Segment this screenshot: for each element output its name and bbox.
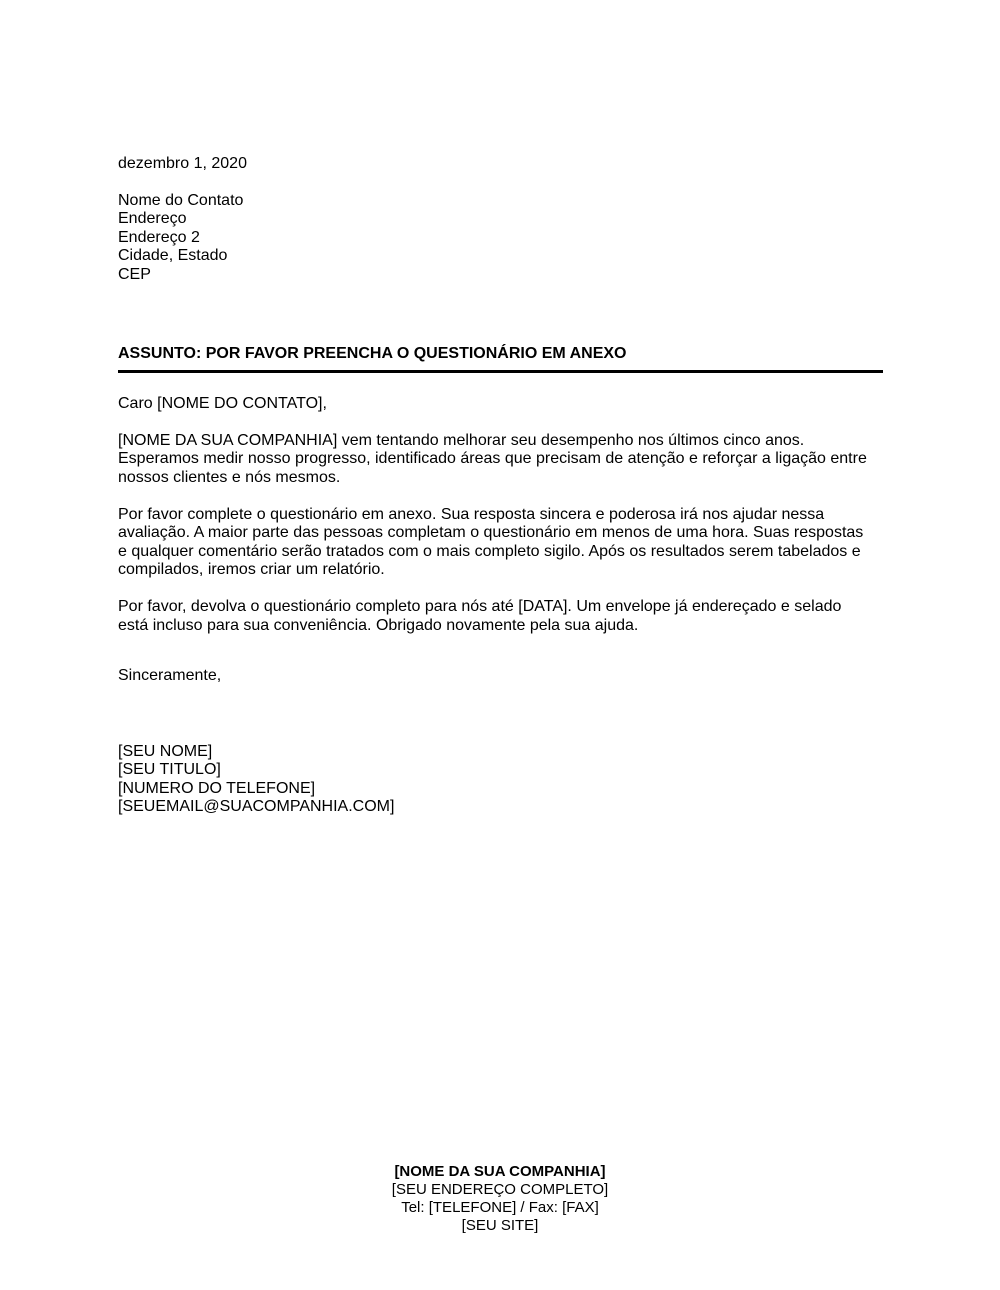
paragraph-line: Esperamos medir nosso progresso, identificado áreas que precisam de atenção e reforçar a ligação entre: [118, 450, 867, 468]
footer-contact: Tel: [TELEFONE] / Fax: [FAX]: [401, 1199, 599, 1216]
paragraph-2: [118, 506, 883, 580]
footer-site: [SEU SITE]: [461, 1217, 539, 1234]
signer-email: [SEUEMAIL@SUACOMPANHIA.COM]: [118, 798, 395, 816]
signer-title: [SEU TITULO]: [118, 761, 221, 779]
paragraph-line: [NOME DA SUA COMPANHIA] vem tentando melhorar seu desempenho nos últimos cinco anos.: [118, 431, 805, 449]
signer-phone: [NUMERO DO TELEFONE]: [118, 779, 316, 797]
letter-date: dezembro 1, 2020: [118, 155, 247, 172]
footer-company: [NOME DA SUA COMPANHIA]: [394, 1163, 606, 1180]
paragraph-line: está incluso para sua conveniência. Obrigado novamente pela sua ajuda.: [118, 616, 639, 634]
subject-divider: [118, 370, 883, 373]
paragraph-line: Por favor complete o questionário em anexo. Sua resposta sincera e poderosa irá nos ajudar nessa: [118, 505, 825, 523]
recipient-city-state: Cidade, Estado: [118, 247, 228, 265]
paragraph-line: compilados, iremos criar um relatório.: [118, 561, 385, 579]
signature-block: [118, 743, 883, 817]
closing: Sinceramente,: [118, 667, 222, 685]
paragraph-line: e qualquer comentário serão tratados com o mais completo sigilo. Após os resultados serem tabelados e: [118, 542, 861, 560]
signer-name: [SEU NOME]: [118, 742, 213, 760]
paragraph-3: [118, 598, 883, 635]
paragraph-line: avaliação. A maior parte das pessoas completam o questionário em menos de uma hora. Suas respostas: [118, 524, 864, 542]
recipient-address-line-1: Endereço: [118, 210, 187, 228]
paragraph-1: [118, 432, 883, 488]
recipient-address-line-2: Endereço 2: [118, 228, 200, 246]
recipient-name: Nome do Contato: [118, 191, 244, 209]
letter-body: [118, 155, 883, 817]
salutation: Caro [NOME DO CONTATO],: [118, 395, 327, 413]
paragraph-line: Por favor, devolva o questionário completo para nós até [DATA]. Um envelope já endereçado e selado: [118, 597, 842, 615]
recipient-address: [118, 192, 883, 285]
paragraph-line: nossos clientes e nós mesmos.: [118, 468, 341, 486]
letterhead-footer: [0, 1163, 1000, 1235]
subject-heading: ASSUNTO: POR FAVOR PREENCHA O QUESTIONÁRIO EM ANEXO: [118, 344, 627, 362]
recipient-zip: CEP: [118, 265, 151, 283]
footer-address: [SEU ENDEREÇO COMPLETO]: [391, 1181, 609, 1198]
